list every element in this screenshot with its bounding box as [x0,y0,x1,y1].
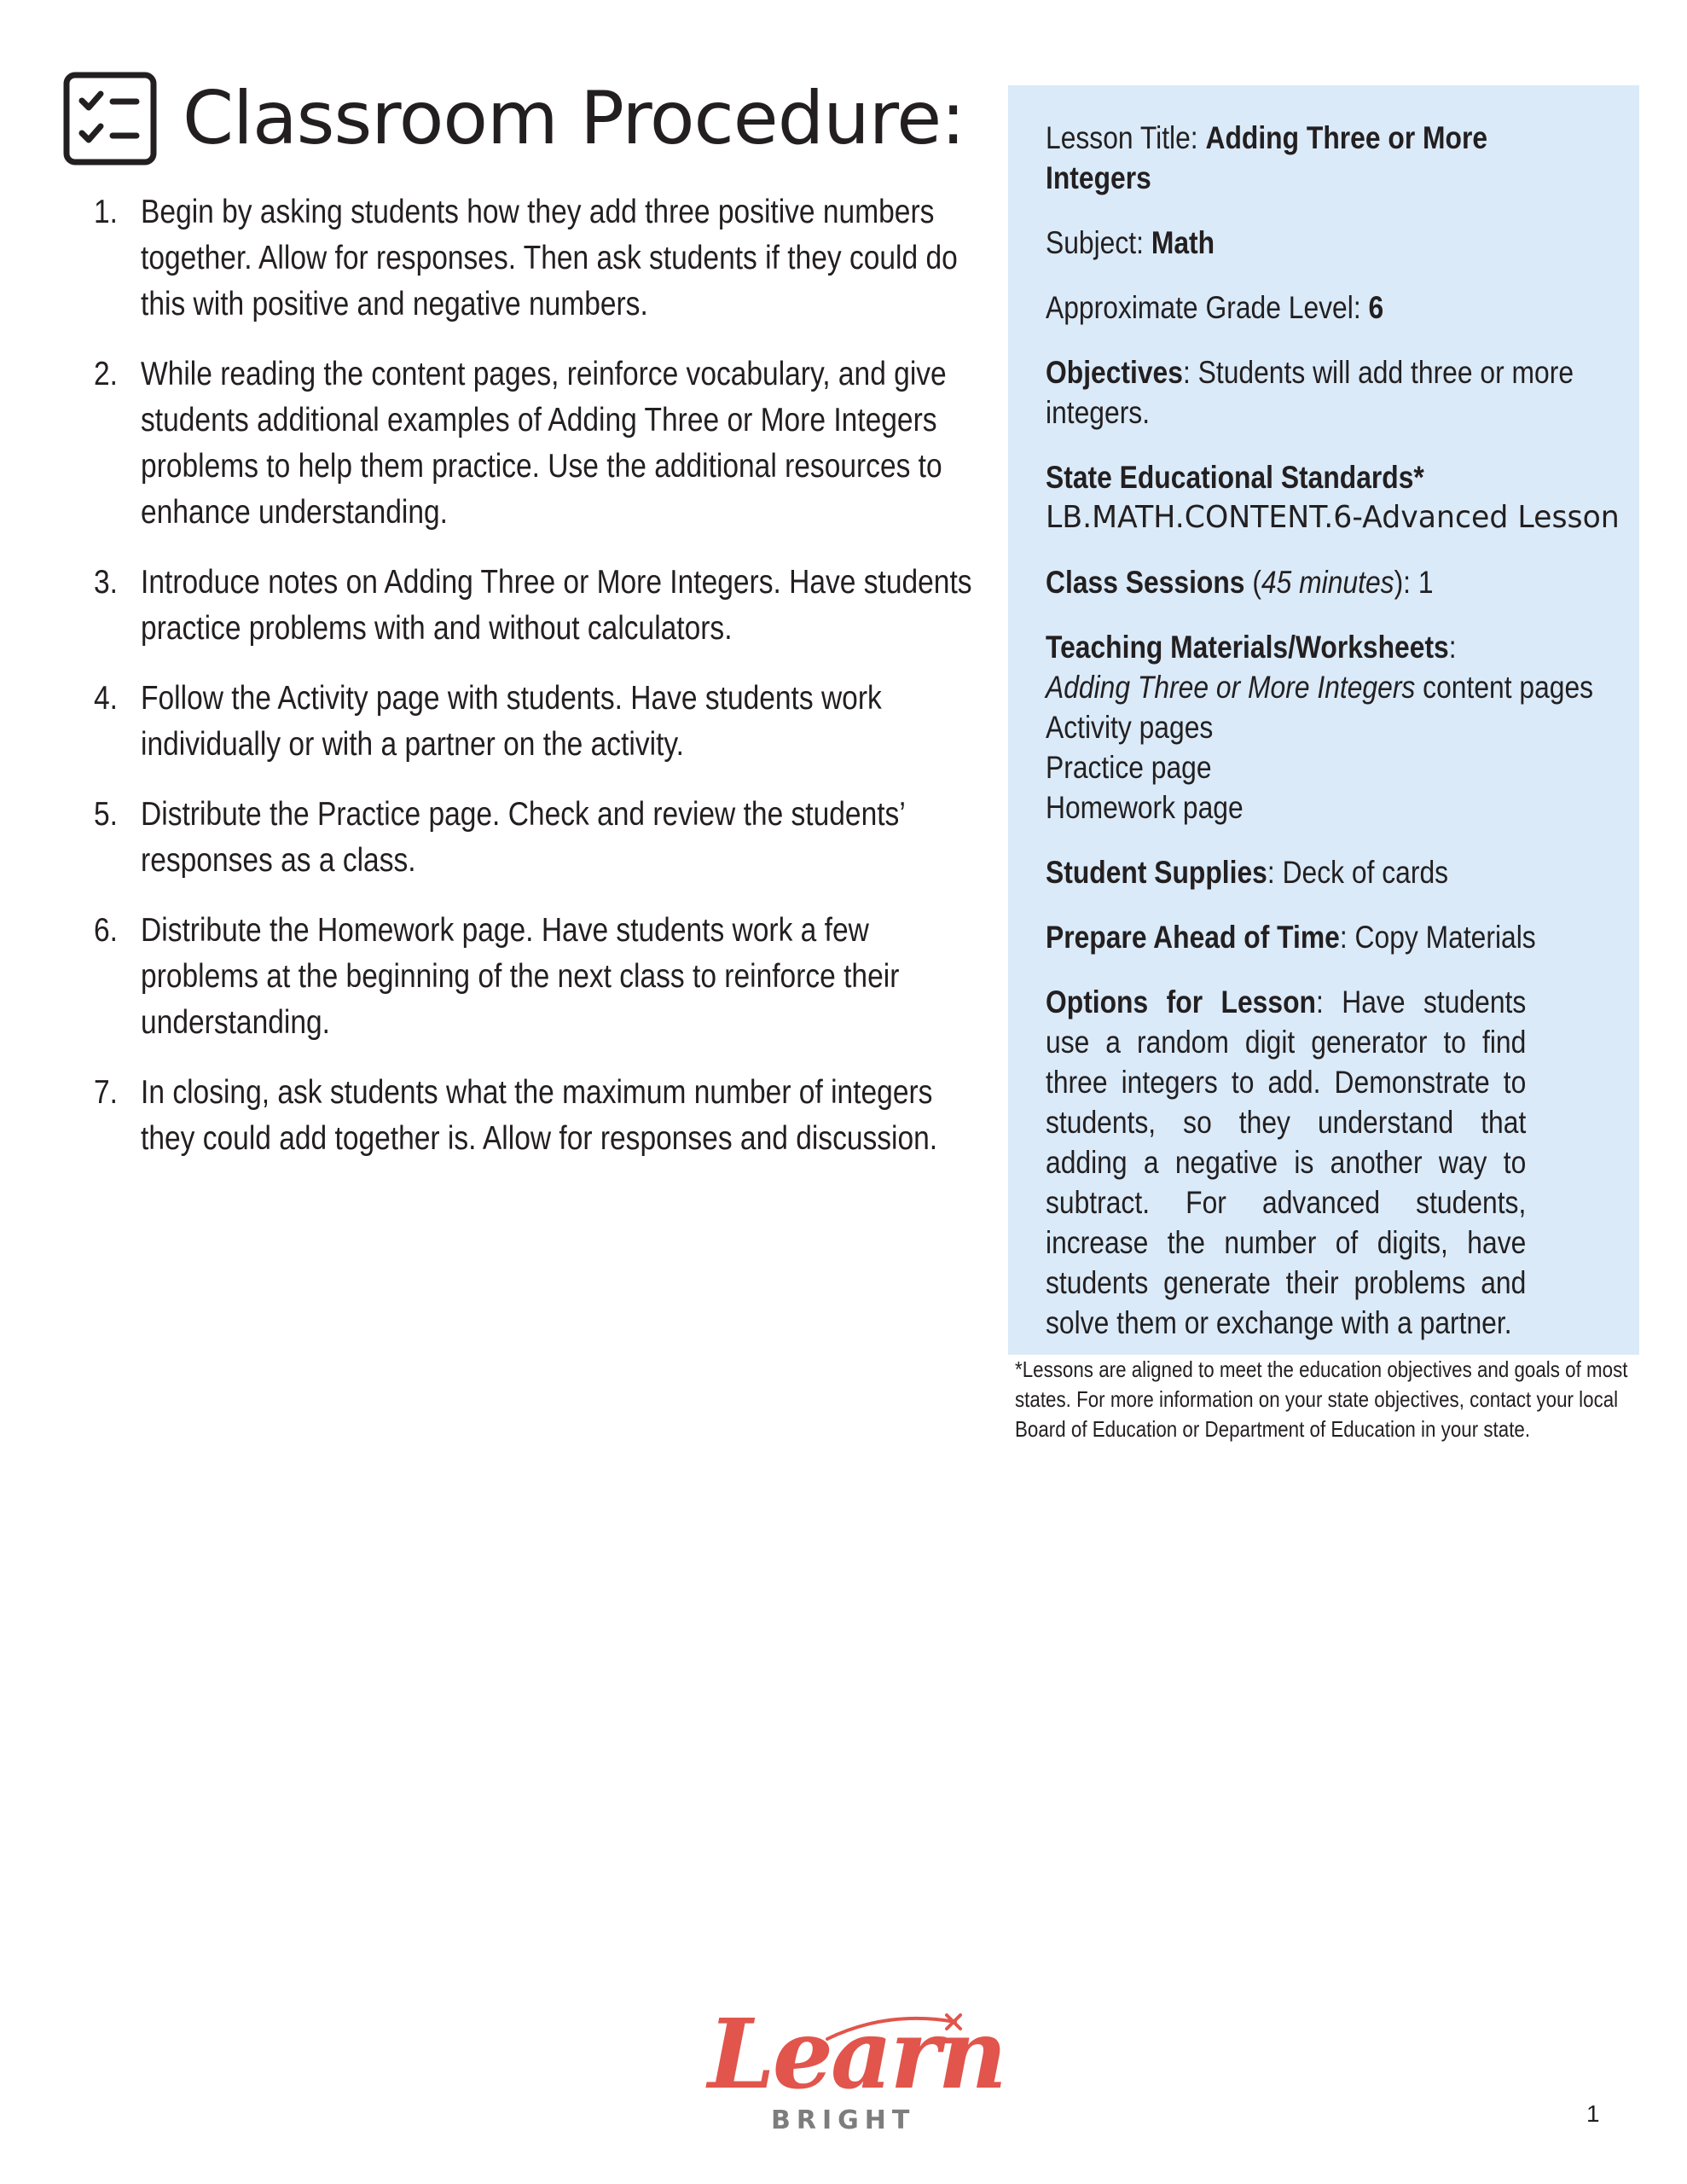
step-text: Distribute the Practice page. Check and review the students’ responses as a class. [141,796,905,879]
grade-block [1046,288,1596,328]
objectives-block [1046,352,1596,433]
sessions-duration: 45 minutes [1261,565,1394,600]
lesson-title-label: Lesson Title: [1046,120,1206,155]
grade-label: Approximate Grade Level: [1046,290,1369,325]
page-number: 1 [1586,2100,1600,2127]
procedure-step [94,351,992,536]
prepare-block [1046,917,1596,957]
logo-wordmark: Learn [708,1999,1006,2111]
supplies-block [1046,852,1596,892]
step-number: 1. [94,194,118,230]
sessions-block [1046,562,1596,602]
sessions-open: ( [1244,565,1261,600]
objectives-label: Objectives [1046,355,1183,390]
procedure-step [94,792,992,884]
procedure-step [94,676,992,768]
step-text: Distribute the Homework page. Have students work a few problems at the beginning of the next class to reinforce their understanding. [141,912,900,1041]
objectives-text: : Students will add three or more integers. [1046,355,1574,430]
learn-bright-logo [699,1999,1006,2141]
material-item [1046,667,1596,707]
step-number: 7. [94,1074,118,1111]
materials-block [1046,627,1596,828]
material-title: Adding Three or More Integers [1046,670,1416,705]
materials-colon: : [1448,630,1457,665]
lesson-title: Adding Three or More Integers [1046,120,1488,195]
options-block [1046,982,1526,1343]
supplies-text: : Deck of cards [1267,855,1449,890]
procedure-list [94,189,972,1186]
grade-value: 6 [1368,290,1384,325]
options-label: Options for Lesson [1046,985,1316,1019]
lesson-title-block [1046,118,1596,198]
prepare-label: Prepare Ahead of Time [1046,920,1340,955]
subject-value: Math [1151,225,1215,260]
step-number: 2. [94,356,118,392]
sessions-label: Class Sessions [1046,565,1245,600]
standards-label: State Educational Standards* [1046,460,1424,495]
procedure-step [94,560,992,652]
prepare-text: : Copy Materials [1339,920,1536,955]
checklist-icon [63,72,157,166]
options-text: : Have students use a random digit generator to find three integers to add. Demonstrate to students, so they understand that adding a negative is another way to subtract. For advanced students, increase the number of digits, have students generate their problems and solve them or exchange with a partner. [1046,985,1527,1340]
step-text: Follow the Activity page with students. Have students work individually or with a partner on the activity. [141,680,882,763]
step-text: Introduce notes on Adding Three or More Integers. Have students practice problems with and without calculators. [141,564,972,647]
material-item: Practice page [1046,750,1212,785]
material-item: Activity pages [1046,710,1214,745]
material-item: Homework page [1046,790,1244,825]
step-number: 5. [94,796,118,833]
logo-subtitle: BRIGHT [771,2106,916,2135]
sessions-count: ): 1 [1394,565,1434,600]
step-text: In closing, ask students what the maximum number of integers they could add together is. Allow for responses and discussion. [141,1074,938,1157]
standards-block [1046,457,1620,537]
procedure-step [94,908,992,1046]
procedure-step [94,1070,992,1162]
materials-label: Teaching Materials/Worksheets [1046,630,1449,665]
subject-label: Subject: [1046,225,1151,260]
step-number: 6. [94,912,118,949]
standards-footnote: *Lessons are aligned to meet the education objectives and goals of most states. For more information on your state objectives, contact your local Board of Education or Department of Education in your state. [1015,1356,1628,1442]
page-title: Classroom Procedure: [183,76,965,161]
step-text: While reading the content pages, reinforce vocabulary, and give students additional examples of Adding Three or More Integers problems to help them practice. Use the additional resources to enhance understanding. [141,356,947,531]
step-number: 4. [94,680,118,717]
step-text: Begin by asking students how they add three positive numbers together. Allow for responses. Then ask students if they could do this with positive and negative numbers. [141,194,958,322]
supplies-label: Student Supplies [1046,855,1267,890]
subject-block [1046,223,1596,263]
step-number: 3. [94,564,118,601]
lesson-info-panel [1008,85,1639,1355]
procedure-step [94,189,992,328]
material-rest: content pages [1415,670,1594,705]
standards-code: LB.MATH.CONTENT.6-Advanced Lesson [1046,500,1620,535]
